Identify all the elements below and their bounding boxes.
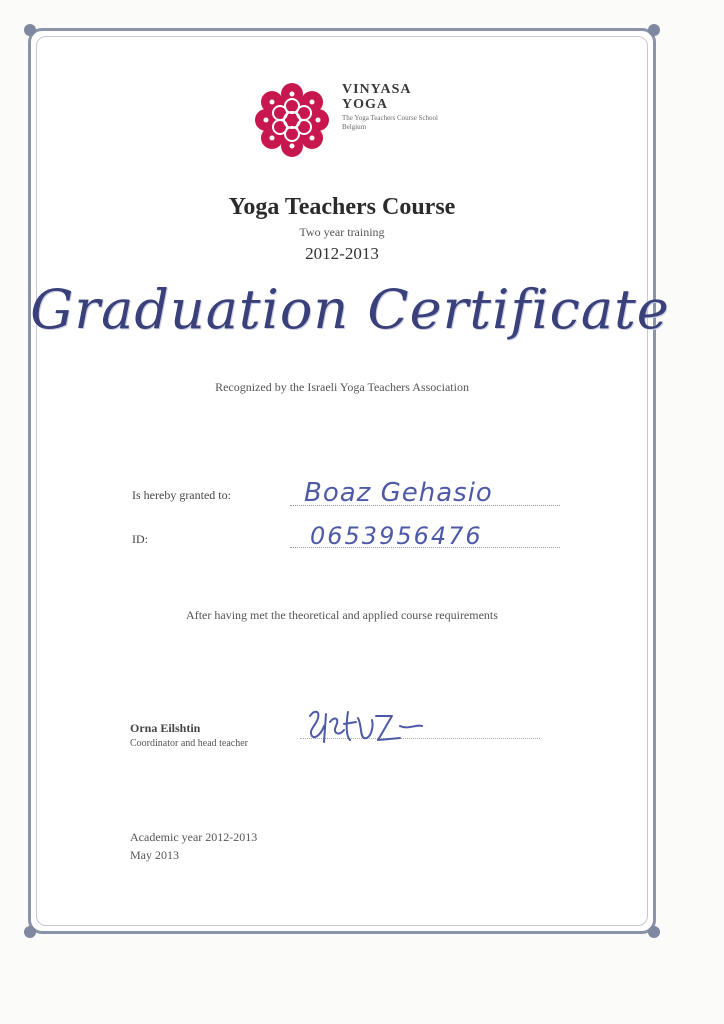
course-subtitle: Two year training bbox=[299, 225, 385, 239]
logo-name-line2: YOGA bbox=[342, 97, 388, 112]
signature-icon bbox=[300, 696, 440, 756]
recipient-name: Boaz Gehasio bbox=[304, 478, 493, 508]
requirements-text: After having met the theoretical and applied course requirements bbox=[186, 608, 498, 622]
recognition-text: Recognized by the Israeli Yoga Teachers Association bbox=[215, 380, 469, 394]
logo-wordmark bbox=[342, 82, 462, 132]
granted-label: Is hereby granted to: bbox=[132, 488, 231, 502]
vinyasa-logo-icon bbox=[252, 80, 332, 160]
id-label: ID: bbox=[132, 532, 148, 546]
coordinator-name: Orna Eilshtin bbox=[130, 721, 201, 735]
issue-date: May 2013 bbox=[130, 848, 179, 862]
corner-ornament bbox=[24, 926, 36, 938]
course-title: Yoga Teachers Course bbox=[228, 194, 456, 220]
recipient-id: 0653956476 bbox=[310, 522, 483, 550]
academic-year: Academic year 2012-2013 bbox=[130, 830, 258, 844]
course-years: 2012-2013 bbox=[305, 244, 379, 263]
corner-ornament bbox=[648, 926, 660, 938]
coordinator-role: Coordinator and head teacher bbox=[130, 738, 249, 749]
corner-ornament bbox=[24, 24, 36, 36]
logo-name-line1: VINYASA bbox=[342, 82, 412, 97]
logo-tagline: The Yoga Teachers Course School Belgium bbox=[342, 114, 439, 131]
corner-ornament bbox=[648, 24, 660, 36]
certificate-title: Graduation Certificate bbox=[30, 278, 670, 341]
